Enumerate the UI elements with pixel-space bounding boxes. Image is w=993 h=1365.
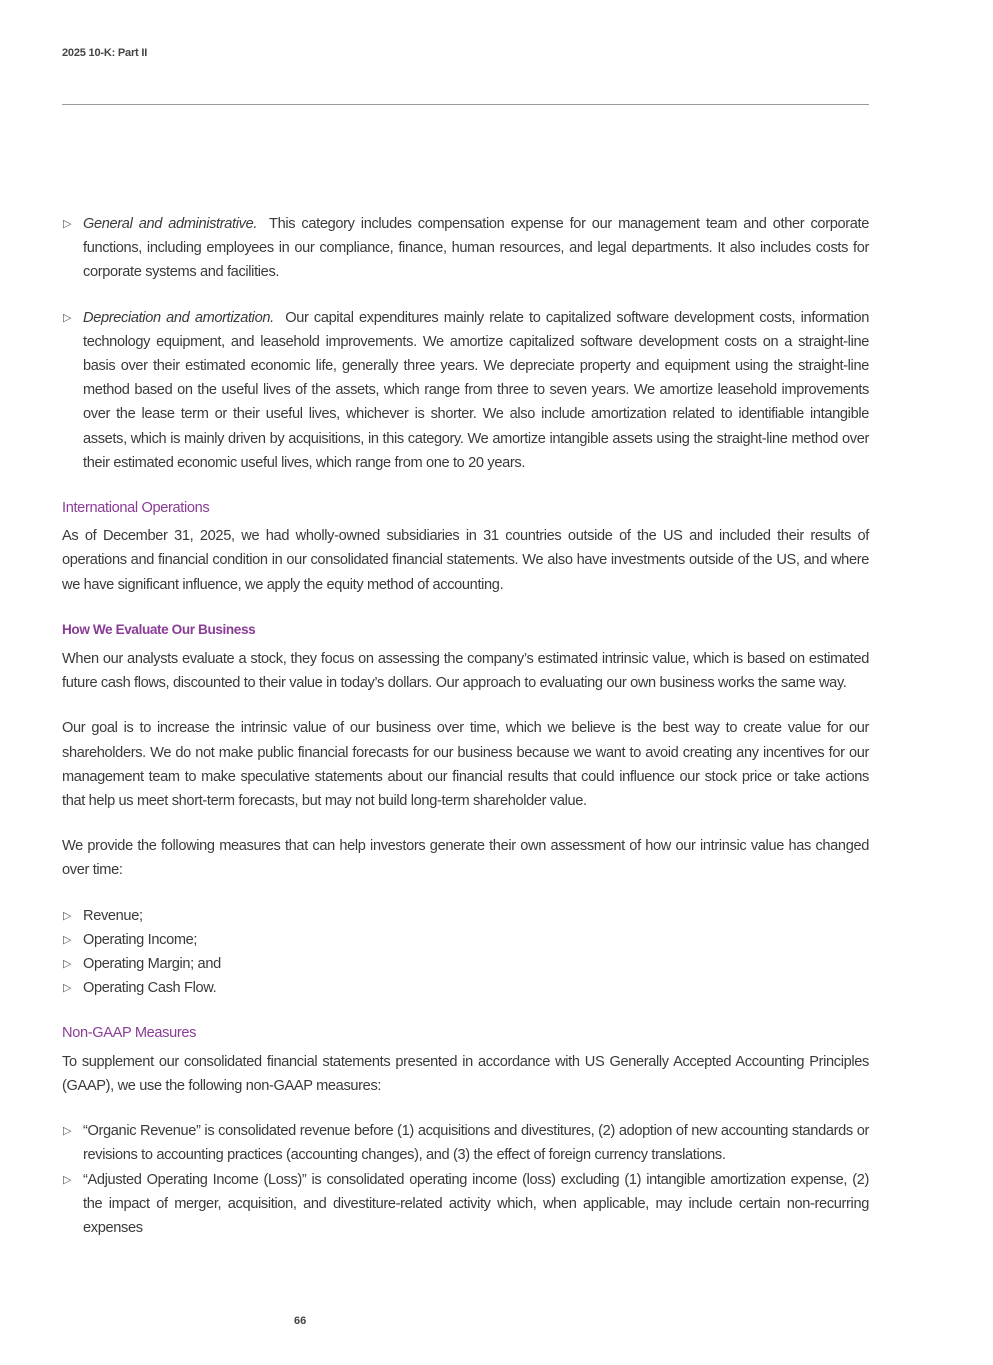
triangle-bullet-icon: ▷	[63, 1125, 72, 1138]
evaluate-business-heading: How We Evaluate Our Business	[62, 621, 256, 637]
triangle-bullet-icon: ▷	[63, 1173, 72, 1186]
triangle-bullet-icon: ▷	[63, 909, 72, 922]
header-divider	[62, 104, 869, 105]
measure-text: Operating Income;	[83, 931, 198, 948]
non-gaap-definition: “Organic Revenue” is consolidated revenue before (1) acquisitions and divestitures, (2) adoption of new accounting standards or revisions to accounting practices (accounting changes), and (3) the effect of foreign currency translations.	[83, 1123, 869, 1164]
evaluate-paragraph-2: Our goal is to increase the intrinsic value of our business over time, which we believe is the best way to create value for our shareholders. We do not make public financial forecasts for our business because we want to avoid creating any incentives for our management team to make speculative statements about our financial results that could influence our stock price or take actions that help us meet short-term forecasts, but may not build long-term shareholder value.	[62, 720, 869, 810]
measure-text: Revenue;	[83, 907, 143, 924]
triangle-bullet-icon: ▷	[63, 311, 72, 324]
list-item	[62, 976, 869, 1000]
evaluate-paragraph-3: We provide the following measures that can help investors generate their own assessment of how our intrinsic value has changed over time:	[62, 838, 869, 879]
non-gaap-heading: Non-GAAP Measures	[62, 1025, 197, 1042]
non-gaap-definition: “Adjusted Operating Income (Loss)” is consolidated operating income (loss) excluding (1) intangible amortization expense, (2) the impact of merger, acquisition, and divestiture-related activity which, when applicable, may include certain non-recurring expenses	[83, 1171, 869, 1236]
non-gaap-list	[62, 1119, 869, 1240]
expense-category-list	[62, 212, 869, 475]
triangle-bullet-icon: ▷	[63, 218, 72, 230]
page-content	[62, 212, 869, 1240]
non-gaap-intro: To supplement our consolidated financial statements presented in accordance with US Generally Accepted Accounting Principles (GAAP), we use the following non-GAAP measures:	[62, 1053, 869, 1094]
list-item	[62, 1168, 869, 1241]
category-text: Our capital expenditures mainly relate to capitalized software development costs, information technology equipment, and leasehold improvements. We amortize capitalized software development costs on a straight-line basis over their estimated economic life, generally three years. We depreciate property and equipment using the straight-line method based on the useful lives of the assets, which range from three to seven years. We amortize leasehold improvements over the lease term or their useful lives, whichever is shorter. We also include amortization related to identifiable intangible assets, which is mainly driven by acquisitions, in this category. We amortize intangible assets using the straight-line method over their estimated economic useful lives, which range from one to 20 years.	[83, 309, 869, 471]
triangle-bullet-icon: ▷	[63, 933, 72, 946]
category-lead: Depreciation and amortization.	[83, 309, 274, 326]
measure-text: Operating Margin; and	[83, 956, 221, 973]
measure-text: Operating Cash Flow.	[83, 980, 217, 997]
list-item	[62, 928, 869, 952]
category-lead: General and administrative.	[83, 216, 258, 232]
measures-list	[62, 904, 869, 1001]
list-item	[62, 952, 869, 976]
international-operations-paragraph: As of December 31, 2025, we had wholly-owned subsidiaries in 31 countries outside of the US and included their results of operations and financial condition in our consolidated financial statements. We also have investments outside of the US, and where we have significant influence, we apply the equity method of accounting.	[62, 528, 869, 593]
triangle-bullet-icon: ▷	[63, 982, 72, 995]
list-item	[62, 306, 869, 475]
running-header: 2025 10-K: Part II	[62, 47, 148, 59]
page-number: 66	[294, 1315, 307, 1327]
international-operations-heading: International Operations	[62, 500, 210, 517]
triangle-bullet-icon: ▷	[63, 958, 72, 971]
evaluate-paragraph-1: When our analysts evaluate a stock, they focus on assessing the company’s estimated intrinsic value, which is based on estimated future cash flows, discounted to their value in today’s dollars. Our approach to evaluating our own business works the same way.	[62, 651, 869, 692]
list-item	[62, 212, 869, 285]
list-item	[62, 904, 869, 928]
category-text: This category includes compensation expense for our management team and other corporate functions, including employees in our compliance, finance, human resources, and legal departments. It also includes costs for corporate systems and facilities.	[83, 216, 869, 281]
list-item	[62, 1119, 869, 1167]
